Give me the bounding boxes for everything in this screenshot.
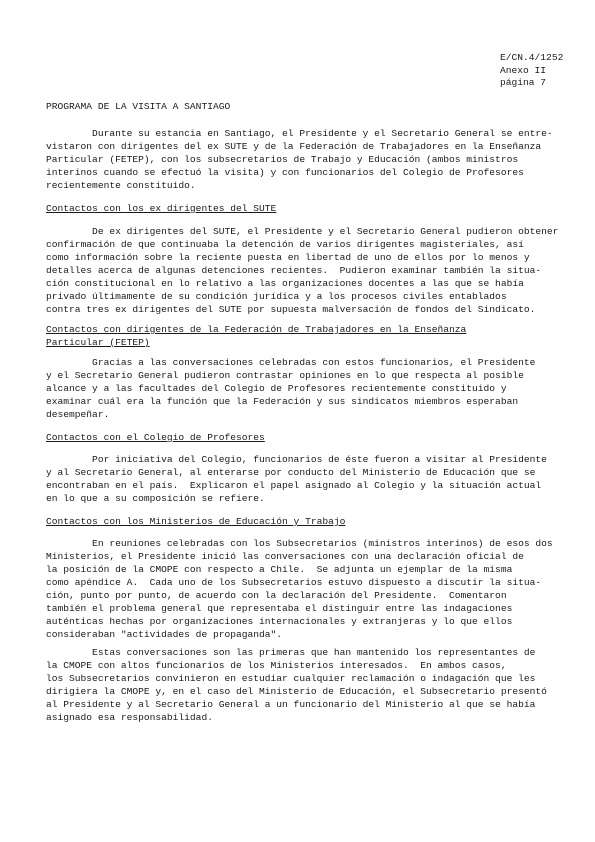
paragraph-line: Particular (FETEP), con los subsecretarios de Trabajo y Educación (ambos ministros [46, 154, 519, 165]
document-reference [500, 52, 563, 90]
paragraph-line: examinar cuál era la función que la Federación y sus sindicatos miembros esperaban [46, 396, 519, 407]
document-title: PROGRAMA DE LA VISITA A SANTIAGO [46, 101, 231, 112]
paragraph-line: al Presidente y al Secretario General a un funcionario del Ministerio al que se había [46, 699, 536, 710]
paragraph-line: desempeñar. [46, 409, 110, 420]
section-heading-ministerios: Contactos con los Ministerios de Educación y Trabajo [46, 516, 346, 527]
section-heading-fetep: Contactos con dirigentes de la Federación de Trabajadores en la Enseñanza Particular (FETEP) [46, 324, 467, 348]
paragraph-line: En reuniones celebradas con los Subsecretarios (ministros interinos) de esos dos [46, 538, 553, 549]
section-heading-colegio: Contactos con el Colegio de Profesores [46, 432, 265, 443]
section-paragraph-sute [46, 225, 559, 316]
paragraph-line: como información sobre la reciente puesta en libertad de uno de ellos por lo menos y [46, 252, 530, 263]
paragraph-line: en lo que a su composición se refiere. [46, 493, 265, 504]
paragraph-line: recientemente constituido. [46, 180, 196, 191]
paragraph-line: Gracias a las conversaciones celebradas con estos funcionarios, el Presidente [46, 357, 536, 368]
paragraph-line: encontraban en el país. Explicaron el papel asignado al Colegio y la situación actual [46, 480, 542, 491]
paragraph-line: y el Secretario General pudieron contrastar opiniones en lo que respecta al posible [46, 370, 524, 381]
paragraph-line: detalles acerca de algunas detenciones recientes. Pudieron examinar también la situa- [46, 265, 542, 276]
section-paragraph-fetep [46, 356, 556, 421]
paragraph-line: Estas conversaciones son las primeras que han mantenido los representantes de [46, 647, 536, 658]
paragraph-line: como apéndice A. Cada uno de los Subsecretarios estuvo dispuesto a discutir la situa- [46, 577, 542, 588]
section-paragraph-colegio [46, 453, 556, 505]
paragraph-line: De ex dirigentes del SUTE, el Presidente y el Secretario General pudieron obtener [46, 226, 559, 237]
paragraph-line: dirigiera la CMOPE y, en el caso del Ministerio de Educación, el Subsecretario presentó [46, 686, 547, 697]
paragraph-line: la posición de la CMOPE con respecto a Chile. Se adjunta un ejemplar de la misma [46, 564, 513, 575]
section-paragraph-ministerios [46, 537, 556, 641]
paragraph-line: contra tres ex dirigentes del SUTE por supuesta malversación de fondos del Sindicato. [46, 304, 536, 315]
paragraph-line: vistaron con dirigentes del ex SUTE y de la Federación de Trabajadores en la Enseñanza [46, 141, 542, 152]
closing-paragraph [46, 646, 556, 724]
reference-annex: Anexo II [500, 64, 547, 76]
reference-page: página 7 [500, 77, 547, 88]
paragraph-line: alcance y a las facultades del Colegio de Profesores recientemente constituido y [46, 383, 507, 394]
paragraph-line: auténticas hechas por organizaciones internacionales y extranjeras y lo que ellos [46, 616, 513, 627]
paragraph-line: Durante su estancia en Santiago, el Presidente y el Secretario General se entre- [46, 128, 553, 139]
paragraph-line: ción constitucional en lo relativo a las organizaciones docentes a las que se había [46, 278, 524, 289]
paragraph-line: también el problema general que representaba el distinguir entre las indagaciones [46, 603, 513, 614]
paragraph-line: los Subsecretarios convinieron en estudiar cualquier reclamación o indagación que les [46, 673, 536, 684]
paragraph-line: interinos cuando se efectuó la visita) y con funcionarios del Colegio de Profesores [46, 167, 524, 178]
paragraph-line: privado últimamente de su condición jurídica y a los procesos civiles entablados [46, 291, 507, 302]
paragraph-line: Por iniciativa del Colegio, funcionarios de éste fueron a visitar al Presidente [46, 454, 547, 465]
paragraph-line: Ministerios, el Presidente inició las conversaciones con una declaración oficial de [46, 551, 524, 562]
paragraph-line: asignado esa responsabilidad. [46, 712, 213, 723]
paragraph-line: y al Secretario General, al enterarse por conducto del Ministerio de Educación que se [46, 467, 536, 478]
section-heading-sute: Contactos con los ex dirigentes del SUTE [46, 203, 277, 214]
reference-symbol: E/CN.4/1252 [500, 52, 564, 63]
paragraph-line: la CMOPE con altos funcionarios de los Ministerios interesados. En ambos casos, [46, 660, 507, 671]
paragraph-line: ción, punto por punto, de acuerdo con la declaración del Presidente. Comentaron [46, 590, 507, 601]
paragraph-line: confirmación de que continuaba la detención de varios dirigentes magisteriales, así [46, 239, 524, 250]
paragraph-line: consideraban "actividades de propaganda". [46, 629, 283, 640]
intro-paragraph [46, 127, 556, 192]
